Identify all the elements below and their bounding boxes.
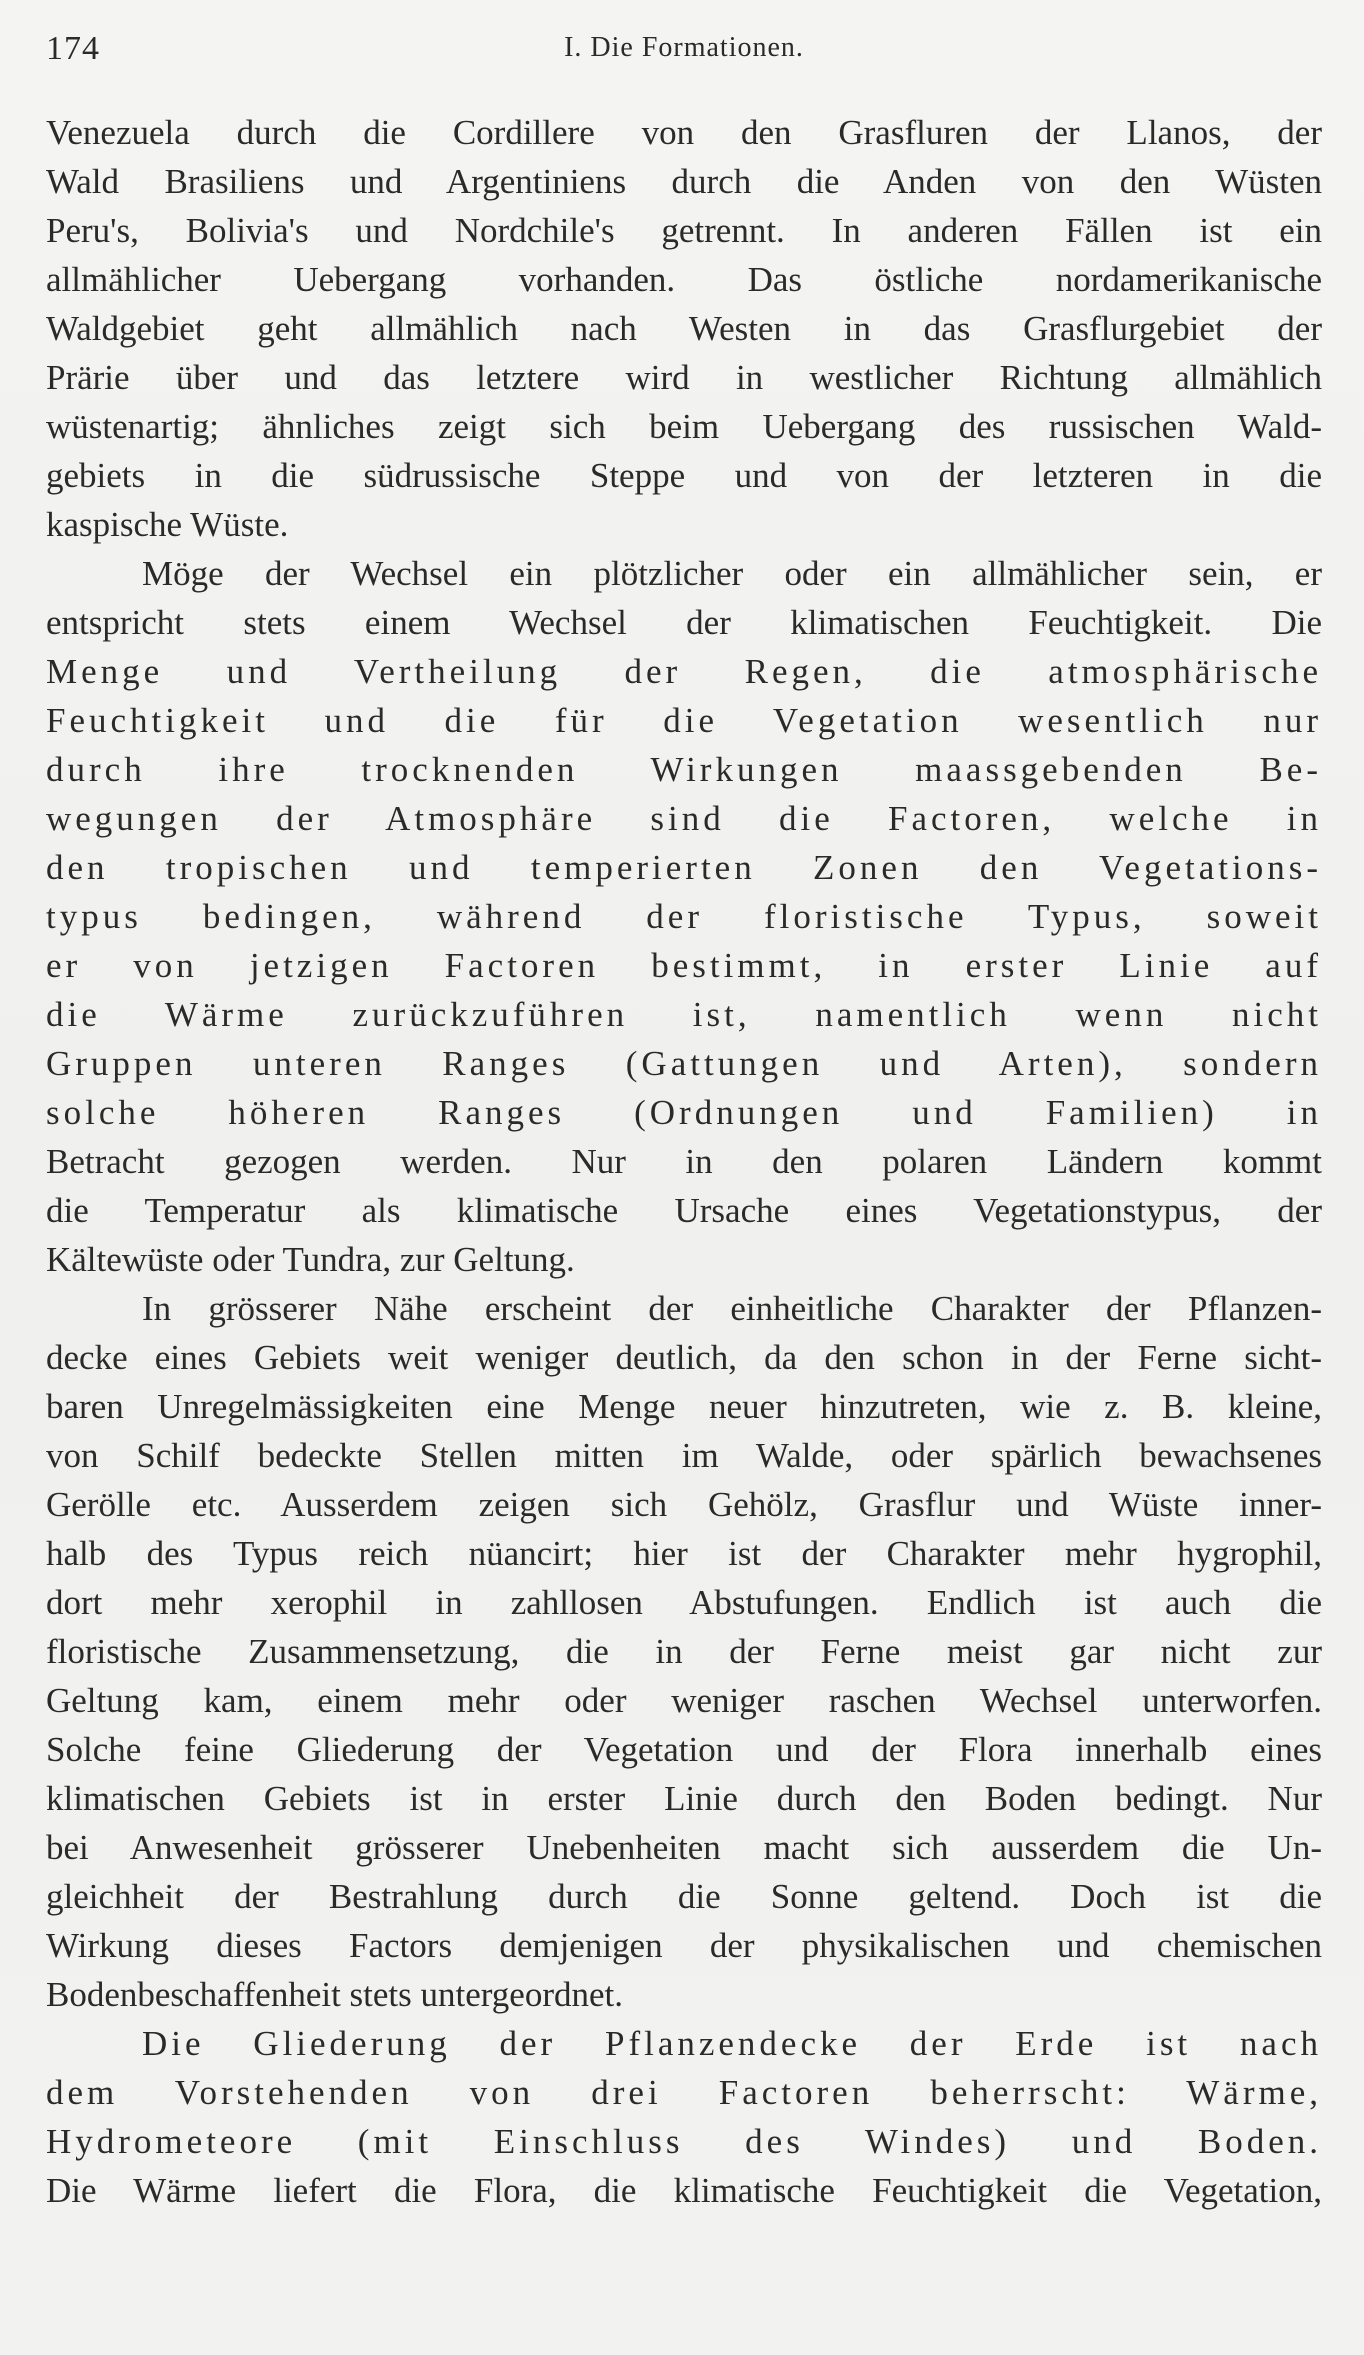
running-head [46, 30, 1322, 80]
text-line: allmählicher Uebergang vorhanden. Das östliche nordamerikanische [46, 260, 1322, 299]
text-line: Kältewüste oder Tundra, zur Geltung. [46, 1240, 575, 1279]
page-number: 174 [46, 30, 100, 67]
text-line: solche höheren Ranges (Ordnungen und Familien) in [46, 1093, 1322, 1132]
text-line: er von jetzigen Factoren bestimmt, in erster Linie auf [46, 946, 1322, 985]
text-line: Waldgebiet geht allmählich nach Westen in das Grasflurgebiet der [46, 309, 1322, 348]
text-line: Hydrometeore (mit Einschluss des Windes) und Boden. [46, 2122, 1322, 2161]
text-line: gleichheit der Bestrahlung durch die Sonne geltend. Doch ist die [46, 1877, 1322, 1916]
text-line: Gerölle etc. Ausserdem zeigen sich Gehölz, Grasflur und Wüste inner- [46, 1485, 1322, 1524]
text-line: die Wärme zurückzuführen ist, namentlich wenn nicht [46, 995, 1322, 1034]
text-line: halb des Typus reich nüancirt; hier ist der Charakter mehr hygrophil, [46, 1534, 1322, 1573]
text-line: Peru's, Bolivia's und Nordchile's getrennt. In anderen Fällen ist ein [46, 211, 1322, 250]
text-line: Wirkung dieses Factors demjenigen der physikalischen und chemischen [46, 1926, 1322, 1965]
text-line: dort mehr xerophil in zahllosen Abstufungen. Endlich ist auch die [46, 1583, 1322, 1622]
text-line: den tropischen und temperierten Zonen den Vegetations- [46, 848, 1322, 887]
text-line: kaspische Wüste. [46, 505, 289, 544]
text-line: wüstenartig; ähnliches zeigt sich beim Uebergang des russischen Wald- [46, 407, 1322, 446]
text-line: bei Anwesenheit grösserer Unebenheiten macht sich ausserdem die Un- [46, 1828, 1322, 1867]
text-line: Betracht gezogen werden. Nur in den polaren Ländern kommt [46, 1142, 1322, 1181]
text-line: Möge der Wechsel ein plötzlicher oder ein allmählicher sein, er [142, 554, 1322, 593]
text-line: Die Wärme liefert die Flora, die klimatische Feuchtigkeit die Vegetation, [46, 2171, 1322, 2210]
text-line: von Schilf bedeckte Stellen mitten im Walde, oder spärlich bewachsenes [46, 1436, 1322, 1475]
text-line: klimatischen Gebiets ist in erster Linie durch den Boden bedingt. Nur [46, 1779, 1322, 1818]
text-line: Geltung kam, einem mehr oder weniger raschen Wechsel unterworfen. [46, 1681, 1322, 1720]
text-line: Bodenbeschaffenheit stets untergeordnet. [46, 1975, 624, 2014]
text-line: Gruppen unteren Ranges (Gattungen und Arten), sondern [46, 1044, 1322, 1083]
text-line: Wald Brasiliens und Argentiniens durch die Anden von den Wüsten [46, 162, 1322, 201]
text-line: dem Vorstehenden von drei Factoren beherrscht: Wärme, [46, 2073, 1322, 2112]
text-line: Feuchtigkeit und die für die Vegetation wesentlich nur [46, 701, 1322, 740]
text-line: durch ihre trocknenden Wirkungen maassgebenden Be- [46, 750, 1322, 789]
text-line: die Temperatur als klimatische Ursache eines Vegetationstypus, der [46, 1191, 1322, 1230]
chapter-title: I. Die Formationen. [564, 32, 804, 63]
text-line: Solche feine Gliederung der Vegetation und der Flora innerhalb eines [46, 1730, 1322, 1769]
body-text [46, 108, 1322, 2215]
text-line: entspricht stets einem Wechsel der klimatischen Feuchtigkeit. Die [46, 603, 1322, 642]
text-line: typus bedingen, während der floristische Typus, soweit [46, 897, 1322, 936]
text-line: baren Unregelmässigkeiten eine Menge neuer hinzutreten, wie z. B. kleine, [46, 1387, 1322, 1426]
text-line: Venezuela durch die Cordillere von den Grasfluren der Llanos, der [46, 113, 1322, 152]
text-line: decke eines Gebiets weit weniger deutlich, da den schon in der Ferne sicht- [46, 1338, 1322, 1377]
text-line: wegungen der Atmosphäre sind die Factoren, welche in [46, 799, 1322, 838]
text-line: Menge und Vertheilung der Regen, die atmosphärische [46, 652, 1322, 691]
text-line: Prärie über und das letztere wird in westlicher Richtung allmählich [46, 358, 1322, 397]
text-line: floristische Zusammensetzung, die in der Ferne meist gar nicht zur [46, 1632, 1322, 1671]
text-line: Die Gliederung der Pflanzendecke der Erde ist nach [142, 2024, 1322, 2063]
text-line: In grösserer Nähe erscheint der einheitliche Charakter der Pflanzen- [142, 1289, 1322, 1328]
text-line: gebiets in die südrussische Steppe und von der letzteren in die [46, 456, 1322, 495]
